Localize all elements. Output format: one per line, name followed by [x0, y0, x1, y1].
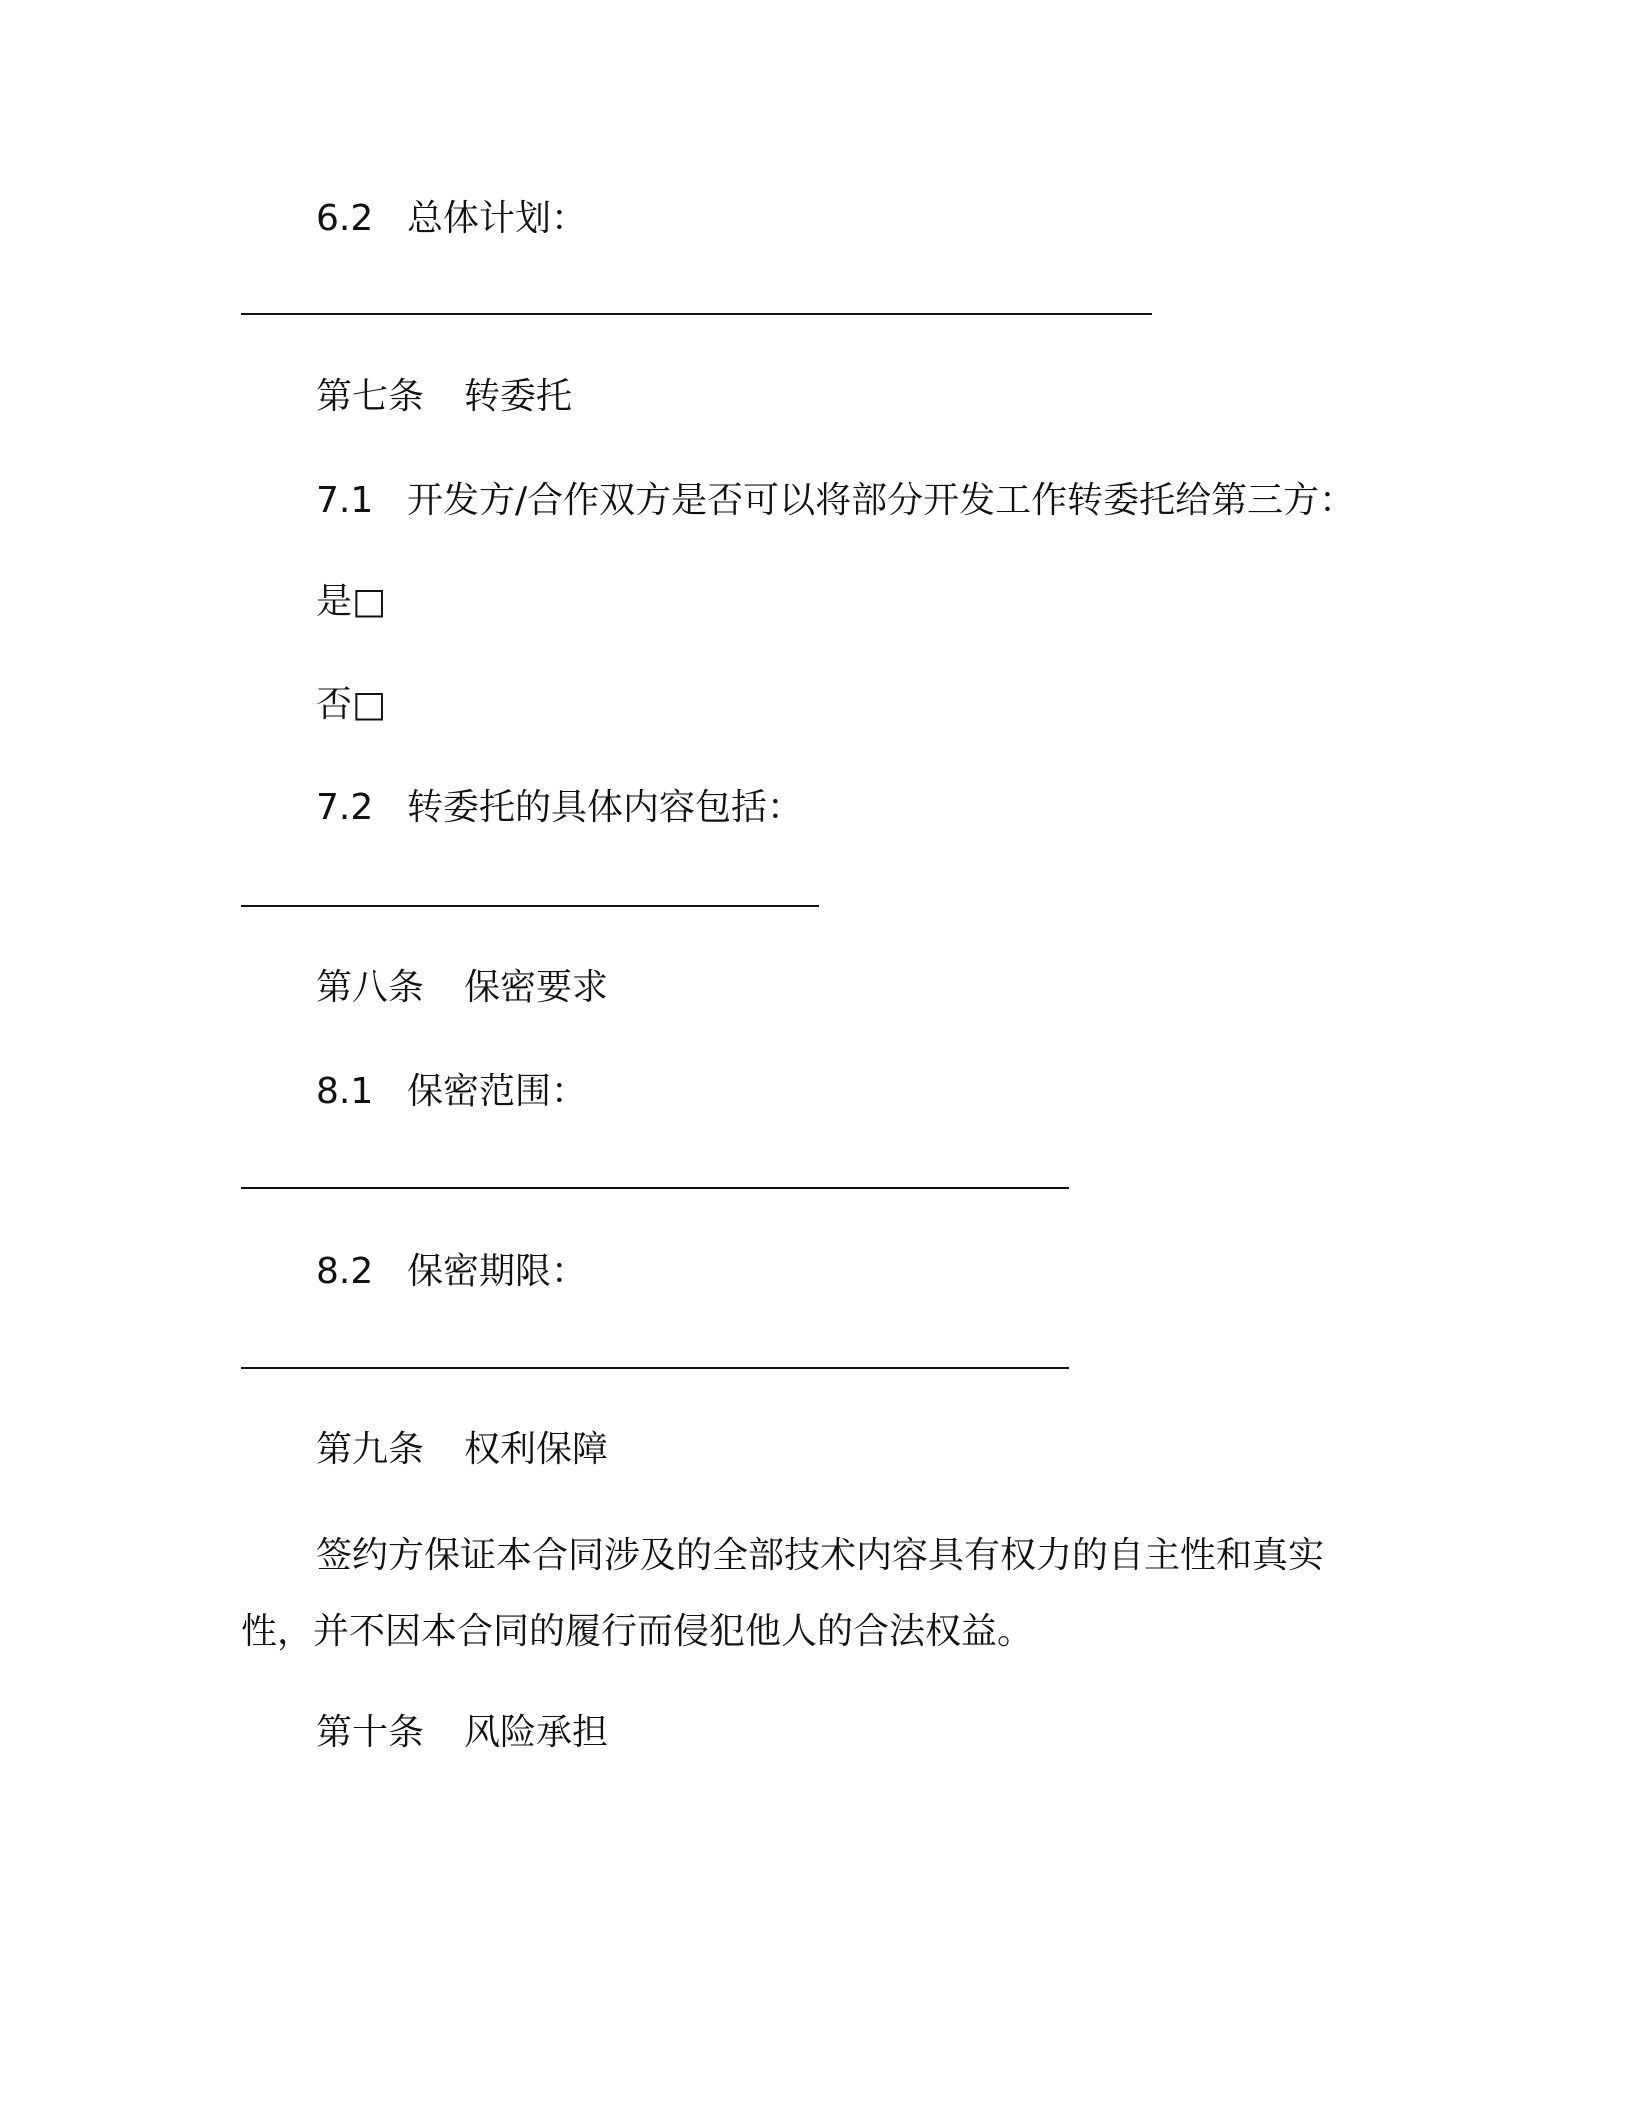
clause-6-2: [316, 195, 587, 243]
clause-text: 保密期限：: [407, 1251, 588, 1292]
clause-number: 7.2: [316, 787, 374, 828]
article-10-heading: [316, 1709, 608, 1757]
clause-text: 保密范围：: [407, 1071, 588, 1112]
article-7-heading: [316, 373, 572, 421]
article-number: 第九条: [316, 1429, 425, 1470]
clause-text: 总体计划：: [407, 198, 588, 239]
clause-number: 7.1: [316, 480, 374, 521]
clause-text: 转委托的具体内容包括：: [407, 787, 804, 828]
clause-number: 8.2: [316, 1251, 374, 1292]
article-title: 保密要求: [464, 967, 609, 1008]
article-title: 风险承担: [464, 1712, 609, 1753]
article-title: 转委托: [464, 376, 573, 417]
article-9-heading: [316, 1426, 608, 1474]
clause-8-1: [316, 1068, 587, 1116]
article-9-body: 签约方保证本合同涉及的全部技术内容具有权力的自主性和真实性，并不因本合同的履行而侵犯他人的合法权益。: [241, 1535, 1325, 1652]
fill-in-blank-6-2[interactable]: [241, 313, 1152, 315]
clause-number: 6.2: [316, 198, 374, 239]
article-8-heading: [316, 964, 608, 1012]
fill-in-blank-7-2[interactable]: [241, 905, 819, 907]
clause-number: 8.1: [316, 1071, 374, 1112]
clause-8-2: [316, 1248, 587, 1296]
article-number: 第八条: [316, 967, 425, 1008]
fill-in-blank-8-1[interactable]: [241, 1187, 1069, 1189]
article-number: 第十条: [316, 1712, 425, 1753]
article-title: 权利保障: [464, 1429, 609, 1470]
clause-7-1: [316, 477, 1355, 525]
clause-7-2: [316, 784, 803, 832]
article-number: 第七条: [316, 376, 425, 417]
option-no-checkbox[interactable]: 否□: [316, 684, 387, 725]
option-yes-checkbox[interactable]: 是□: [316, 581, 387, 622]
clause-text: 开发方/合作双方是否可以将部分开发工作转委托给第三方：: [407, 480, 1356, 521]
fill-in-blank-8-2[interactable]: [241, 1367, 1069, 1369]
